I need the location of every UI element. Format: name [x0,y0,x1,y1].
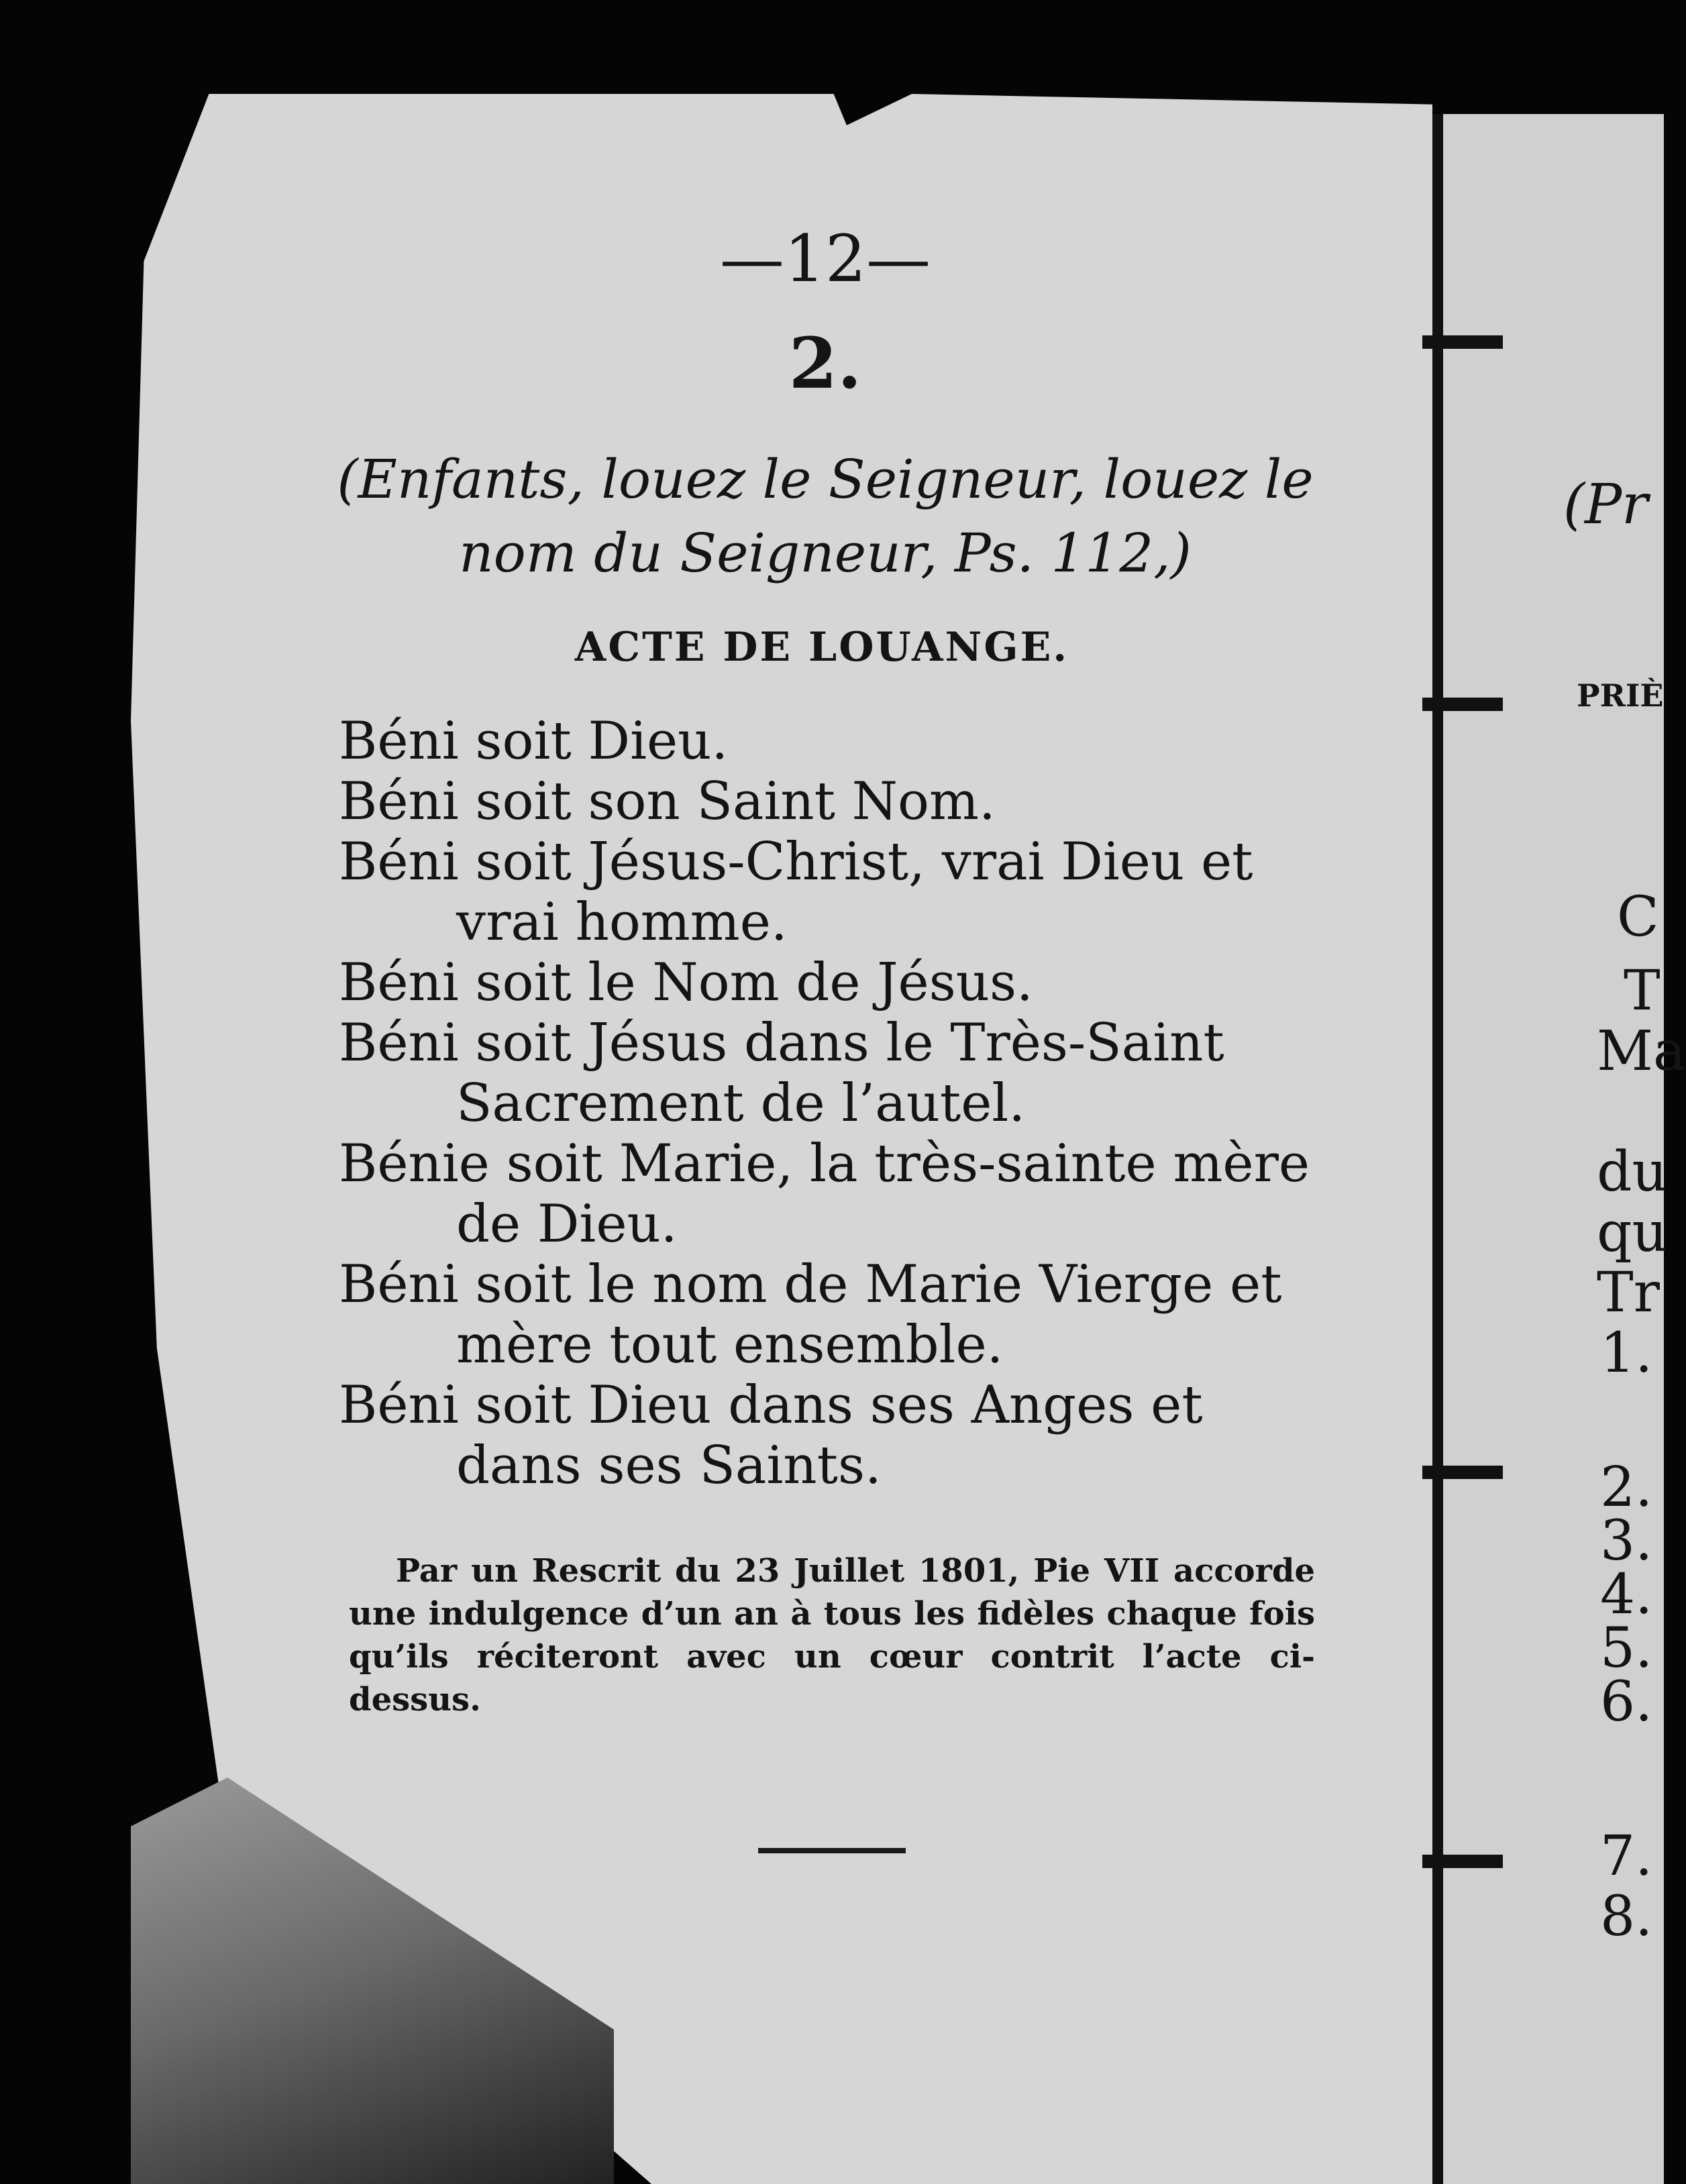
prayer-line: Béni soit Dieu. [339,711,729,771]
prayer-line: Béni soit le nom de Marie Vierge et mère tout ensemble. [339,1254,1282,1375]
right-page-fragment: qu [1597,1201,1668,1264]
prayer-line: Bénie soit Marie, la très-sainte mère de Dieu. [339,1134,1310,1254]
right-page-fragment: Tr [1597,1261,1660,1325]
right-page-fragment: (Pr [1563,473,1648,537]
right-page-fragment: Ma [1597,1020,1686,1083]
staple [1422,1466,1503,1479]
right-page-fragment: T [1624,959,1661,1023]
staple [1422,698,1503,711]
page-number: —12— [719,221,931,296]
staple [1422,1855,1503,1868]
prayer-heading: ACTE DE LOUANGE. [574,624,1069,671]
book-spine [1432,114,1443,2184]
right-page-number: 7. [1600,1824,1653,1888]
right-page-number: 4. [1600,1563,1653,1627]
prayer-text [339,711,1332,1496]
prayer-line: Béni soit le Nom de Jésus. [339,952,1033,1013]
right-page-number: 3. [1600,1509,1653,1573]
right-page-heading: PRIÈ [1577,677,1664,714]
right-page-number: 6. [1600,1670,1653,1734]
right-page-number: 5. [1600,1617,1653,1680]
right-page-number: 2. [1600,1456,1653,1519]
indulgence-note: Par un Rescrit du 23 Juillet 1801, Pie VII accorde une indulgence d’un an à tous les fidèles chaque fois qu’ils réciteront avec un cœur contrit l’acte ci-dessus. [349,1552,1315,1718]
section-number: 2. [788,322,862,404]
staple [1422,335,1503,349]
prayer-line: Béni soit Dieu dans ses Anges et dans ses Saints. [339,1375,1203,1496]
section-divider [758,1848,906,1853]
right-page-fragment: C [1617,885,1659,949]
right-page-fragment: du [1597,1140,1668,1204]
right-page-number: 1. [1600,1321,1653,1385]
verse-reference: (Enfants, louez le Seigneur, louez le nom du Seigneur, Ps. 112,) [337,448,1314,584]
prayer-line: Béni soit Jésus dans le Très-Saint Sacrement de l’autel. [339,1013,1224,1134]
right-page-number: 8. [1600,1885,1653,1949]
prayer-line: Béni soit son Saint Nom. [339,771,996,832]
prayer-line: Béni soit Jésus-Christ, vrai Dieu et vrai homme. [339,832,1253,952]
